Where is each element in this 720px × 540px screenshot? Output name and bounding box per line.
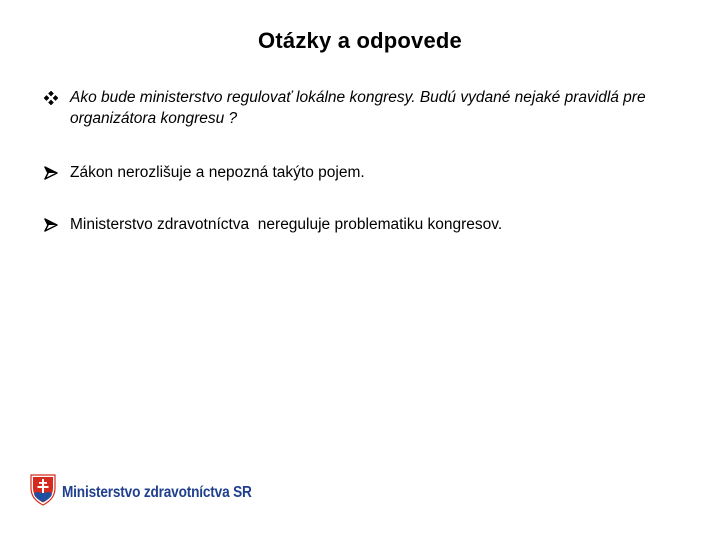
arrowhead-bullet-icon [44, 214, 70, 235]
answer-bullet [44, 162, 684, 183]
slovak-coat-of-arms-icon [30, 474, 56, 511]
question-text: Ako bude ministerstvo regulovať lokálne kongresy. Budú vydané nejaké pravidlá pre organizátora kongresu ? [70, 89, 646, 127]
answer-bullet [44, 214, 684, 235]
answer-text: Ministerstvo zdravotníctva nereguluje problematiku kongresov. [70, 216, 503, 233]
arrowhead-bullet-icon [44, 162, 70, 183]
slide-title: Otázky a odpovede [258, 28, 462, 53]
diamond-cluster-bullet-icon [44, 87, 70, 108]
ministry-logo [30, 474, 278, 511]
answer-text: Zákon nerozlišuje a nepozná takýto pojem. [70, 164, 365, 181]
question-bullet [44, 87, 684, 129]
ministry-logo-text: Ministerstvo zdravotníctva SR [62, 483, 252, 501]
